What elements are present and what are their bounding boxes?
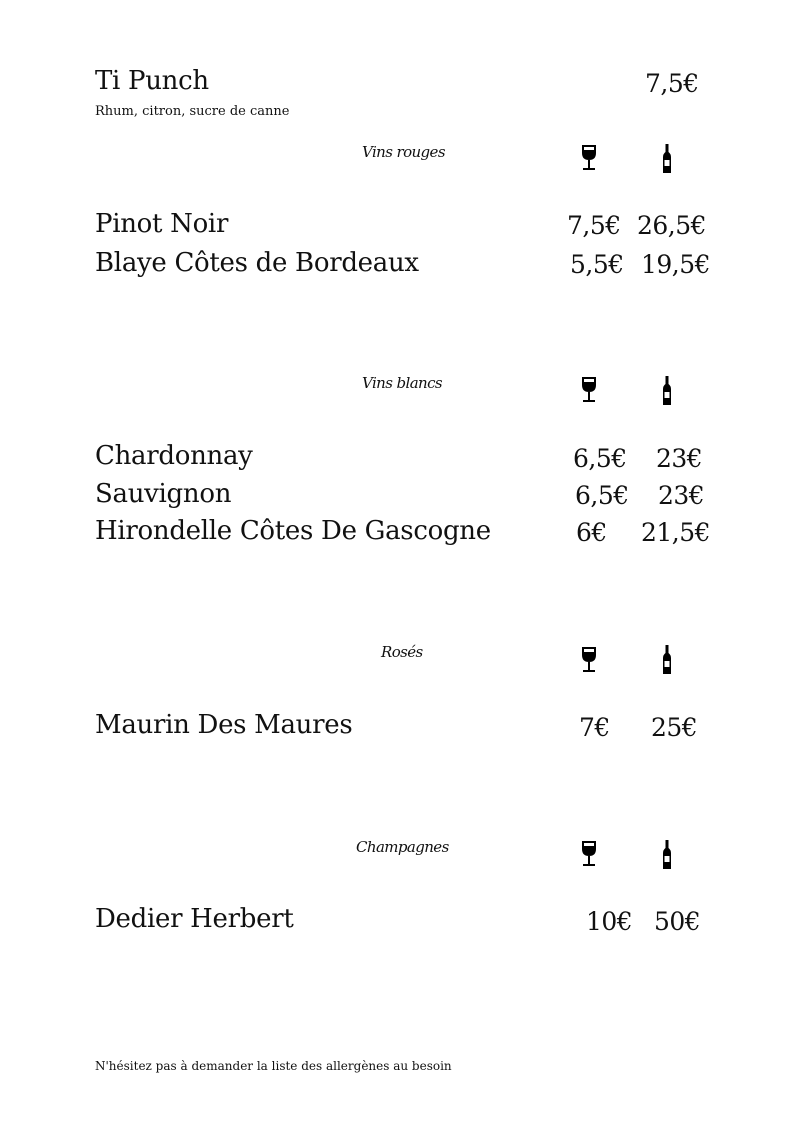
glass-price: 5,5€	[570, 250, 624, 279]
item-name: Chardonnay	[95, 441, 253, 471]
glass-price: 6€	[576, 518, 607, 547]
item-name: Maurin Des Maures	[95, 710, 353, 740]
item-name-ti-punch: Ti Punch	[95, 66, 209, 96]
glass-price: 7€	[579, 713, 610, 742]
item-name: Blaye Côtes de Bordeaux	[95, 248, 419, 278]
item-name: Pinot Noir	[95, 209, 229, 239]
item-name: Sauvignon	[95, 479, 232, 509]
wine-bottle-icon	[662, 645, 672, 675]
section-title-champagnes: Champagnes	[356, 838, 449, 856]
bottle-price: 19,5€	[641, 250, 711, 279]
item-price-ti-punch: 7,5€	[645, 69, 699, 98]
glass-price: 10€	[586, 907, 633, 936]
wine-glass-icon	[581, 376, 597, 404]
allergen-notice: N'hésitez pas à demander la liste des allergènes au besoin	[95, 1059, 452, 1073]
bottle-price: 23€	[656, 444, 703, 473]
bottle-price: 26,5€	[637, 211, 707, 240]
bottle-price: 25€	[651, 713, 698, 742]
glass-price: 6,5€	[573, 444, 627, 473]
section-title-vins-rouges: Vins rouges	[362, 143, 445, 161]
bottle-price: 23€	[658, 481, 705, 510]
glass-price: 6,5€	[575, 481, 629, 510]
bottle-price: 50€	[654, 907, 701, 936]
section-title-roses: Rosés	[381, 643, 423, 661]
wine-glass-icon	[581, 646, 597, 674]
wine-bottle-icon	[662, 376, 672, 406]
item-description-ti-punch: Rhum, citron, sucre de canne	[95, 104, 290, 119]
wine-bottle-icon	[662, 144, 672, 174]
wine-bottle-icon	[662, 840, 672, 870]
bottle-price: 21,5€	[641, 518, 711, 547]
item-name: Hirondelle Côtes De Gascogne	[95, 516, 491, 546]
wine-glass-icon	[581, 144, 597, 172]
glass-price: 7,5€	[567, 211, 621, 240]
section-title-vins-blancs: Vins blancs	[362, 374, 442, 392]
item-name: Dedier Herbert	[95, 904, 294, 934]
wine-glass-icon	[581, 840, 597, 868]
